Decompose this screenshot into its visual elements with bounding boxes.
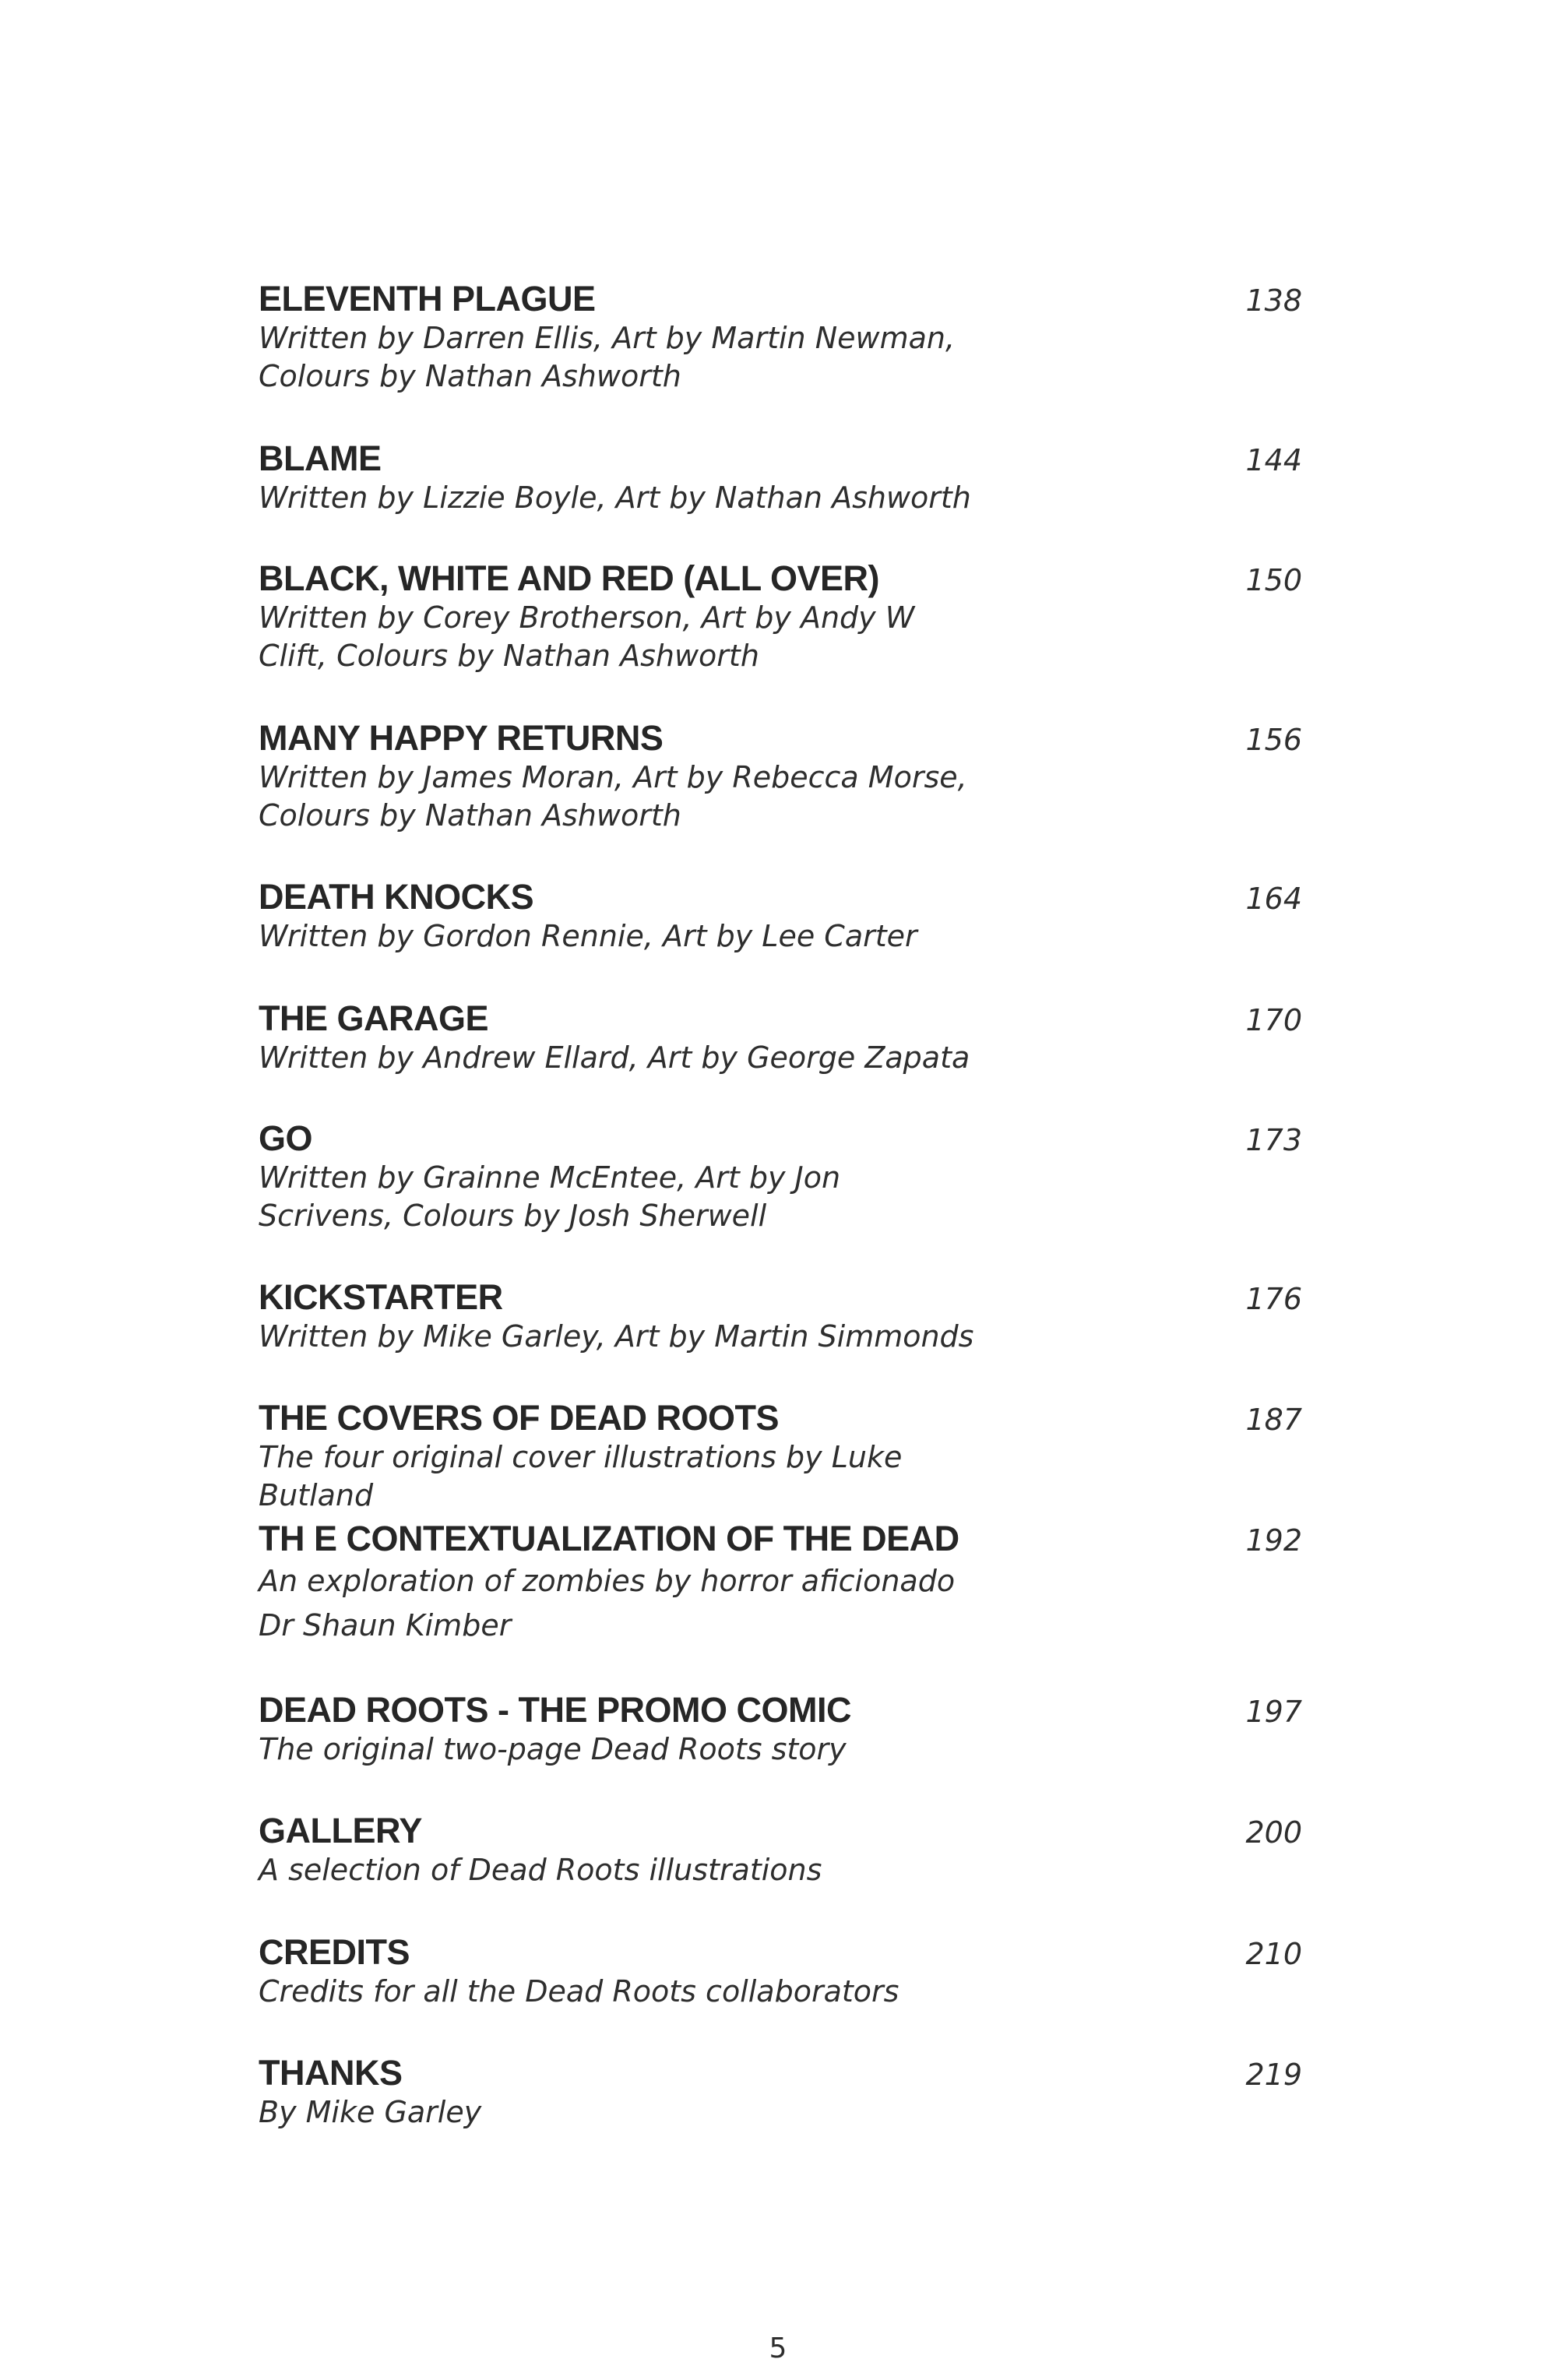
entry-title: CREDITS <box>259 1932 410 1972</box>
toc-entry-the-covers-of-dead-roots[interactable] <box>259 1398 1302 1515</box>
entry-title: GALLERY <box>259 1811 422 1850</box>
entry-page-number: 197 <box>1245 1695 1302 1729</box>
entry-page-number: 170 <box>1245 1003 1302 1037</box>
entry-description: The original two-page Dead Roots story <box>259 1732 847 1766</box>
entry-title: DEAD ROOTS - THE PROMO COMIC <box>259 1690 851 1730</box>
entry-title: MANY HAPPY RETURNS <box>259 718 664 758</box>
entry-title: BLACK, WHITE AND RED (ALL OVER) <box>259 558 879 598</box>
toc-entry-kickstarter[interactable] <box>259 1277 1302 1356</box>
entry-page-number: 173 <box>1245 1123 1302 1157</box>
entry-title: ELEVENTH PLAGUE <box>259 279 596 319</box>
entry-title: THE COVERS OF DEAD ROOTS <box>259 1398 780 1438</box>
entry-description: Written by Darren Ellis, Art by Martin Newman, Colours by Nathan Ashworth <box>259 321 956 393</box>
entry-page-number: 138 <box>1245 283 1302 318</box>
entry-page-number: 144 <box>1245 443 1302 477</box>
toc-entry-gallery[interactable] <box>259 1811 1302 1889</box>
entry-description: Written by Lizzie Boyle, Art by Nathan Ashworth <box>259 481 971 515</box>
entry-description: Credits for all the Dead Roots collaborators <box>259 1974 899 2009</box>
page-number-folio: 5 <box>769 2332 787 2364</box>
entry-description: Written by Gordon Rennie, Art by Lee Carter <box>259 919 917 953</box>
toc-entry-contextualization-of-the-dead[interactable] <box>259 1519 1302 1648</box>
entry-title: TH E CONTEXTUALIZATION OF THE DEAD <box>259 1519 959 1558</box>
toc-entry-black-white-and-red[interactable] <box>259 558 1302 675</box>
entry-page-number: 176 <box>1245 1282 1302 1316</box>
entry-title: THE GARAGE <box>259 998 489 1038</box>
entry-page-number: 192 <box>1245 1523 1302 1558</box>
entry-title: DEATH KNOCKS <box>259 877 534 917</box>
entry-description: By Mike Garley <box>259 2095 482 2129</box>
entry-description: Written by Corey Brotherson, Art by Andy W Clift, Colours by Nathan Ashworth <box>259 600 915 673</box>
entry-description: The four original cover illustrations by Luke Butland <box>259 1440 903 1512</box>
toc-entry-dead-roots-promo-comic[interactable] <box>259 1690 1302 1769</box>
entry-title: GO <box>259 1118 313 1158</box>
toc-entry-many-happy-returns[interactable] <box>259 718 1302 835</box>
entry-page-number: 200 <box>1245 1815 1302 1850</box>
entry-title: THANKS <box>259 2053 403 2093</box>
toc-entry-go[interactable] <box>259 1118 1302 1235</box>
entry-title: KICKSTARTER <box>259 1277 503 1317</box>
entry-page-number: 210 <box>1245 1937 1302 1971</box>
toc-entry-credits[interactable] <box>259 1932 1302 2011</box>
entry-description: Written by James Moran, Art by Rebecca Morse, Colours by Nathan Ashworth <box>259 760 967 833</box>
entry-description: Written by Mike Garley, Art by Martin Simmonds <box>259 1319 974 1354</box>
toc-entry-death-knocks[interactable] <box>259 877 1302 956</box>
toc-entry-blame[interactable] <box>259 438 1302 517</box>
toc-entry-thanks[interactable] <box>259 2053 1302 2132</box>
entry-page-number: 156 <box>1245 723 1302 757</box>
entry-page-number: 187 <box>1245 1403 1302 1437</box>
entry-page-number: 150 <box>1245 563 1302 597</box>
entry-description: An exploration of zombies by horror aficionado Dr Shaun Kimber <box>259 1564 956 1642</box>
entry-page-number: 164 <box>1245 882 1302 916</box>
entry-description: A selection of Dead Roots illustrations <box>259 1853 822 1887</box>
entry-description: Written by Grainne McEntee, Art by Jon Scrivens, Colours by Josh Sherwell <box>259 1160 841 1233</box>
entry-page-number: 219 <box>1245 2058 1302 2092</box>
entry-description: Written by Andrew Ellard, Art by George Zapata <box>259 1040 970 1075</box>
entry-title: BLAME <box>259 438 382 478</box>
toc-entry-the-garage[interactable] <box>259 998 1302 1077</box>
toc-entry-eleventh-plague[interactable] <box>259 279 1302 396</box>
